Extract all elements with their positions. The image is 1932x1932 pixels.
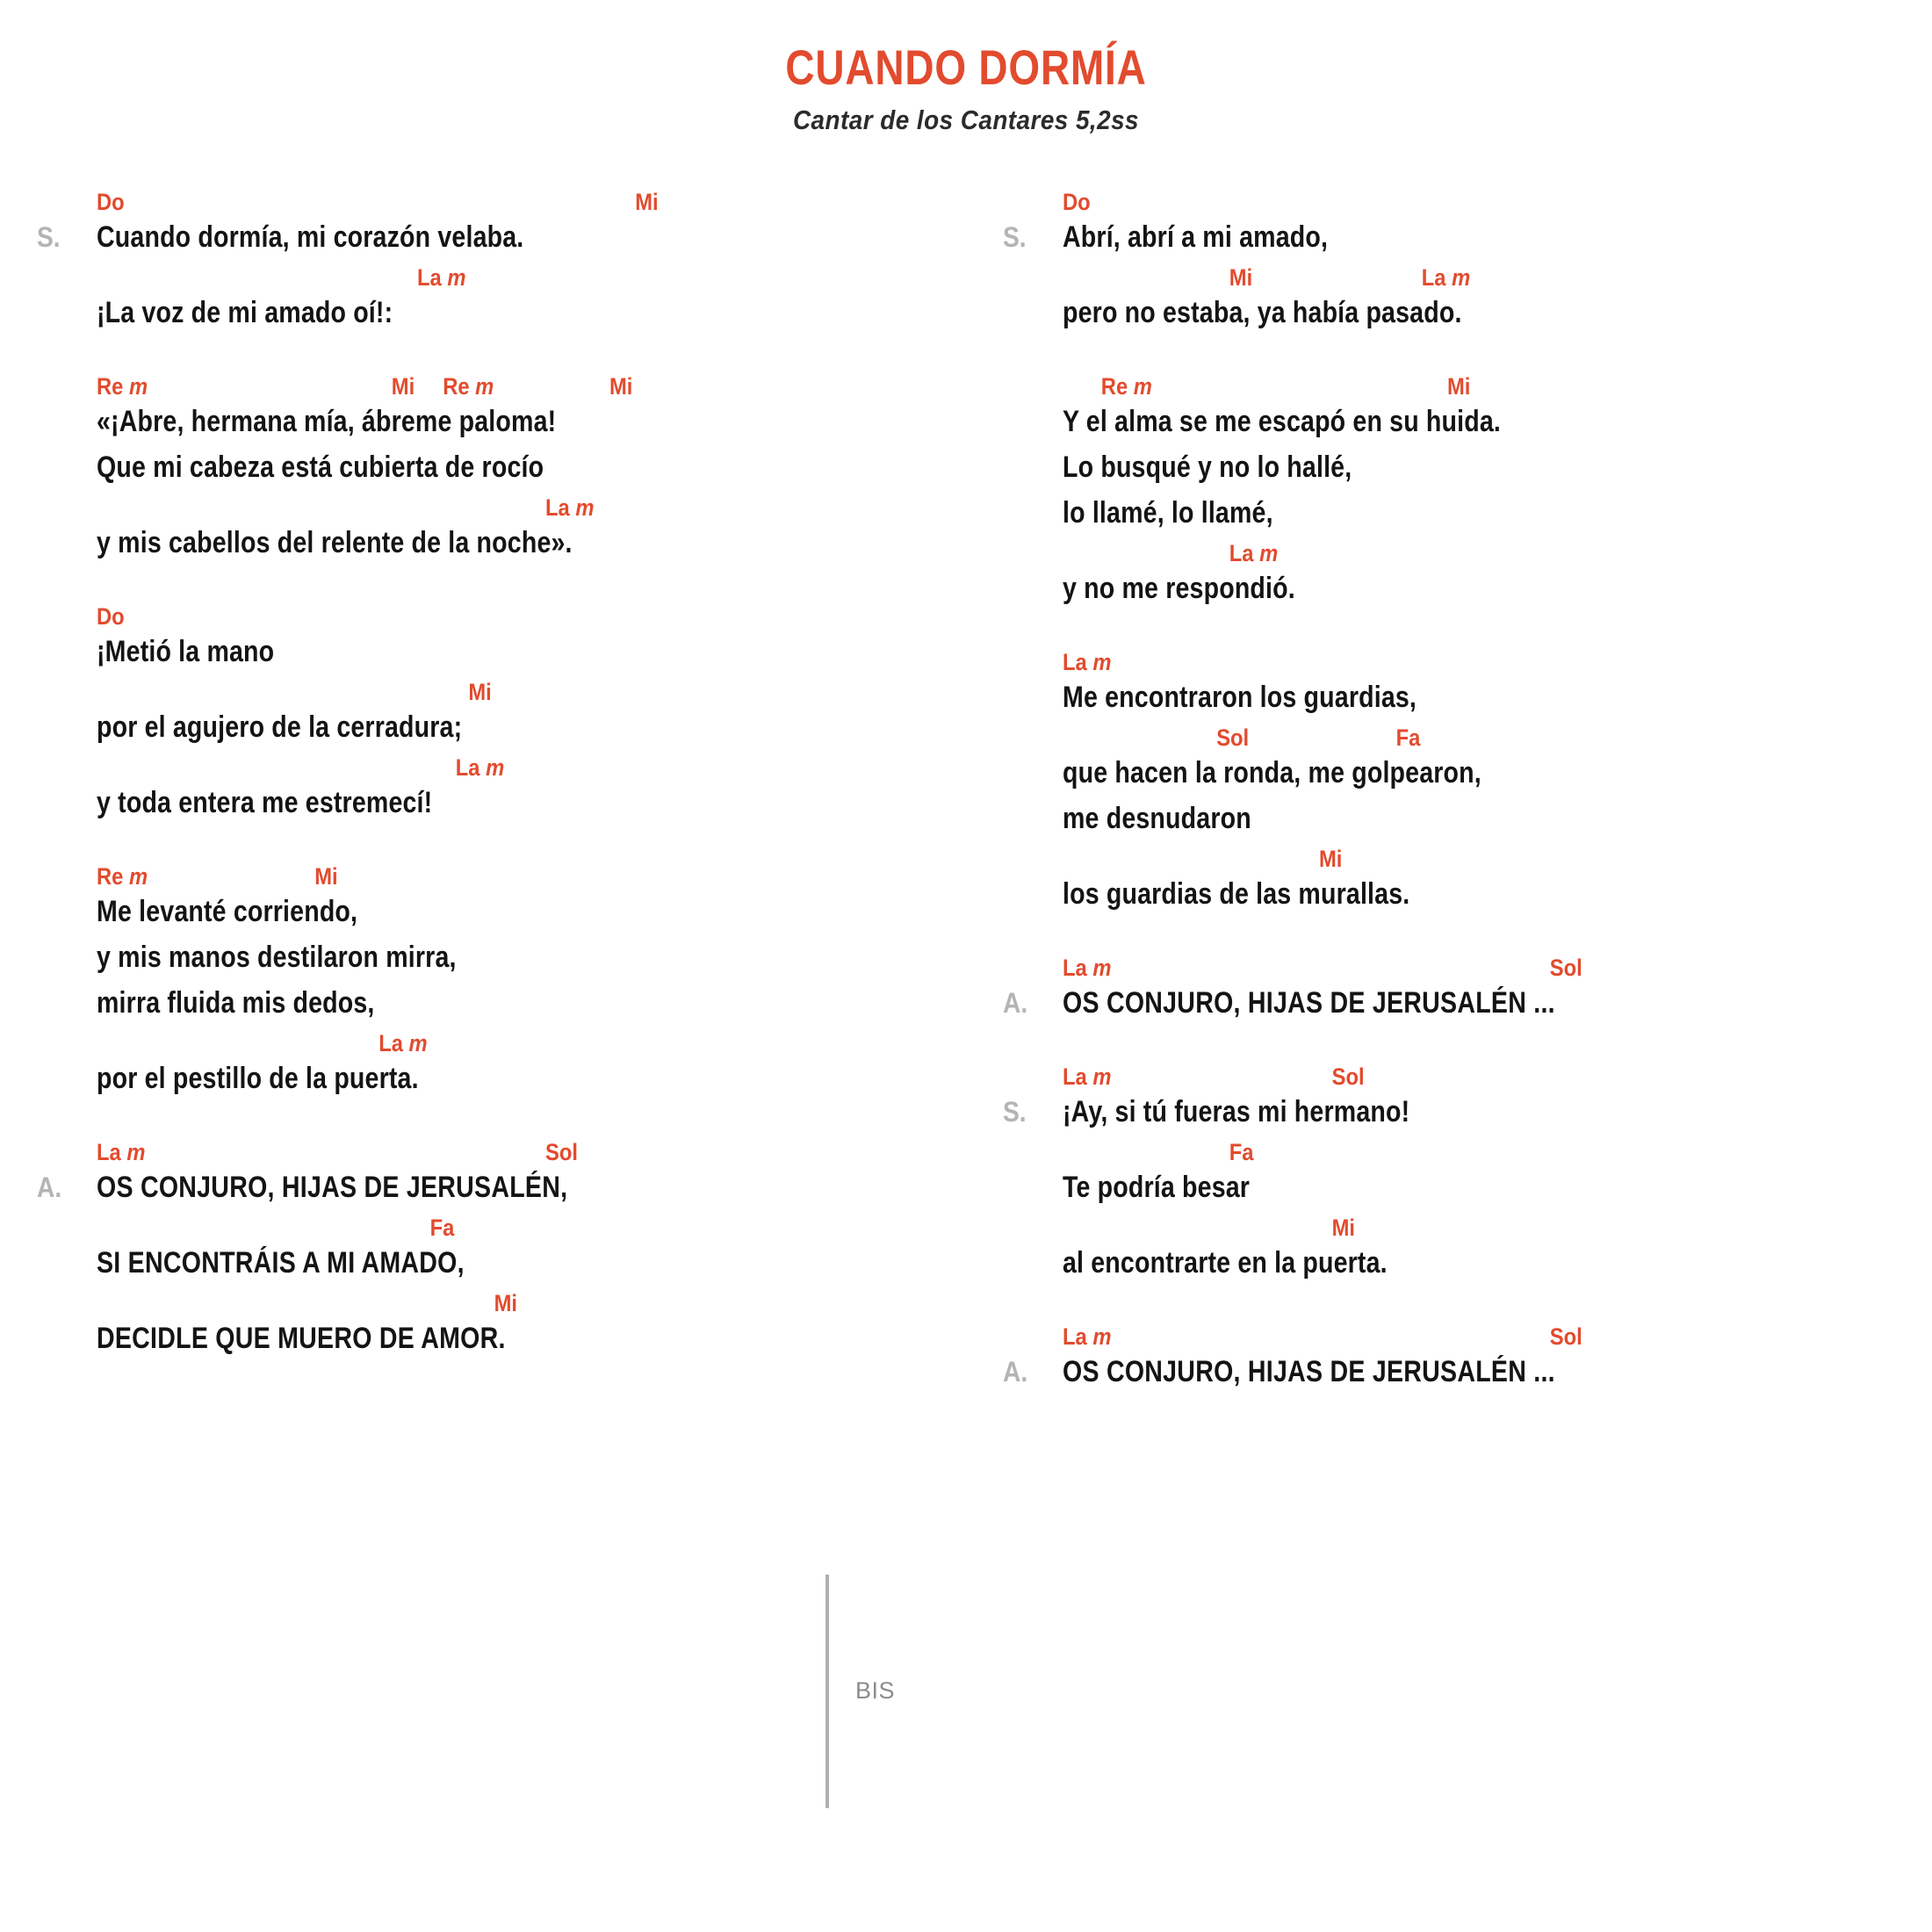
bis-label: BIS [855, 1677, 896, 1705]
lyric-line [97, 1288, 966, 1359]
chord-mi: Mi [1446, 372, 1471, 400]
chord-mi: Mi [1331, 1214, 1355, 1241]
chord-la-minor: La m [455, 753, 505, 781]
lyric-text: y toda entera me estremecí! [97, 785, 433, 819]
bis-vertical-line [825, 1575, 829, 1808]
chord-row [97, 1137, 861, 1167]
chord-row [1063, 1062, 1827, 1092]
chord-la-minor: La m [1421, 263, 1471, 291]
lyric-line [1063, 1213, 1932, 1283]
chord-la-minor: La m [1063, 954, 1112, 981]
chord-row [1063, 1213, 1827, 1243]
stanza [1003, 187, 1932, 333]
chord-row [1063, 538, 1827, 568]
lyric-line [97, 753, 966, 823]
chord-mi: Mi [468, 678, 492, 705]
chord-row [1063, 953, 1827, 983]
refrain-text: OS CONJURO, HIJAS DE JERUSALÉN ... [1063, 985, 1555, 1020]
stanza [1063, 647, 1932, 914]
chord-re-minor: Re m [97, 862, 148, 890]
lyric-text: ¡Metió la mano [97, 634, 275, 668]
refrain-text: SI ENCONTRÁIS A MI AMADO, [97, 1245, 465, 1280]
refrain-text: OS CONJURO, HIJAS DE JERUSALÉN, [97, 1170, 568, 1204]
stanza [1003, 953, 1932, 1023]
chord-mi: Mi [1318, 845, 1343, 872]
lyric-line [97, 983, 966, 1023]
lyric-text: «¡Abre, hermana mía, ábreme paloma! [97, 404, 557, 438]
speaker-mark-assembly: A. [1003, 986, 1028, 1019]
lyric-line [1003, 187, 1932, 257]
chord-la-minor: La m [416, 263, 466, 291]
lyric-line [97, 677, 966, 747]
chord-row [97, 753, 861, 782]
stanza [97, 602, 966, 823]
chord-row [1063, 723, 1827, 753]
chord-re-minor: Re m [443, 372, 494, 400]
lyric-line [1063, 798, 1932, 839]
speaker-mark-soloist: S. [37, 220, 61, 253]
chord-la-minor: La m [1229, 539, 1279, 566]
chord-row [97, 187, 861, 217]
chord-sol: Sol [1549, 1323, 1582, 1350]
chord-mi: Mi [609, 372, 633, 400]
lyric-text: que hacen la ronda, me golpearon, [1063, 755, 1481, 789]
song-reference: Cantar de los Cantares 5,2ss [792, 104, 1140, 135]
lyric-text: lo llamé, lo llamé, [1063, 495, 1273, 530]
lyric-text: Te podría besar [1063, 1170, 1251, 1204]
stanza [1003, 1322, 1932, 1392]
lyric-text: Abrí, abrí a mi amado, [1063, 220, 1329, 254]
left-column [0, 187, 966, 1397]
lyric-line [1063, 723, 1932, 793]
lyric-line [1063, 371, 1932, 442]
page-title: CUANDO DORMÍA [785, 40, 1147, 95]
chord-row [1063, 187, 1827, 217]
lyric-line [97, 602, 966, 672]
chord-row [97, 677, 861, 707]
lyric-line [1063, 647, 1932, 717]
chord-row [97, 1213, 861, 1243]
chord-row [97, 263, 861, 292]
stanza [37, 187, 966, 333]
lyric-line [1063, 493, 1932, 533]
chord-la-minor: La m [1063, 1063, 1112, 1090]
lyric-line [1003, 1062, 1932, 1132]
lyric-line [1063, 263, 1932, 333]
lyric-line [97, 447, 966, 487]
chord-row [1063, 1137, 1827, 1167]
lyric-text: los guardias de las murallas. [1063, 876, 1410, 911]
chord-la-minor: La m [1063, 648, 1112, 675]
lyric-text: me desnudaron [1063, 801, 1251, 835]
chord-re-minor: Re m [1100, 372, 1152, 400]
chord-mi: Mi [494, 1289, 517, 1316]
lyric-text: Me encontraron los guardias, [1063, 680, 1417, 714]
chord-la-minor: La m [544, 494, 595, 521]
chord-row [1063, 1322, 1827, 1352]
speaker-mark-assembly: A. [37, 1171, 62, 1203]
lyric-line [97, 1028, 966, 1099]
chord-la-minor: La m [97, 1138, 146, 1165]
lyric-line [97, 493, 966, 563]
chord-mi: Mi [314, 862, 338, 890]
right-column [966, 187, 1932, 1431]
lyric-line [97, 371, 966, 442]
lyric-text: por el pestillo de la puerta. [97, 1061, 419, 1095]
stanza [37, 1137, 966, 1359]
bis-bracket [825, 1573, 895, 1810]
song-header [0, 0, 1932, 136]
lyric-text: Que mi cabeza está cubierta de rocío [97, 450, 544, 484]
refrain-text: DECIDLE QUE MUERO DE AMOR. [97, 1321, 506, 1355]
chord-mi: Mi [635, 188, 659, 215]
lyric-line [1063, 1137, 1932, 1208]
speaker-mark-soloist: S. [1003, 1095, 1027, 1128]
lyric-line [1003, 953, 1932, 1023]
speaker-mark-soloist: S. [1003, 220, 1027, 253]
lyric-text: y mis cabellos del relente de la noche». [97, 525, 573, 559]
lyric-text: pero no estaba, ya había pasado. [1063, 295, 1462, 329]
lyric-text: ¡La voz de mi amado oí!: [97, 295, 393, 329]
chord-la-minor: La m [378, 1029, 428, 1056]
chord-row [97, 1028, 861, 1058]
chord-fa: Fa [429, 1214, 455, 1241]
song-sheet [0, 136, 1932, 1705]
lyric-line [1063, 844, 1932, 914]
lyric-text: y no me respondió. [1063, 571, 1295, 605]
lyric-line [97, 263, 966, 333]
lyric-line [97, 861, 966, 932]
chord-row [1063, 844, 1827, 874]
stanza [1003, 1062, 1932, 1283]
chord-mi: Mi [391, 372, 415, 400]
lyric-text: Y el alma se me escapó en su huida. [1063, 404, 1502, 438]
chord-sol: Sol [1331, 1063, 1365, 1090]
lyric-line [37, 1137, 966, 1208]
chord-row [97, 371, 861, 401]
chord-row [97, 493, 861, 523]
lyric-line [1063, 538, 1932, 609]
chord-fa: Fa [1229, 1138, 1254, 1165]
lyric-line [1003, 1322, 1932, 1392]
chord-mi: Mi [1229, 263, 1253, 291]
stanza [97, 371, 966, 563]
chord-row [97, 1288, 861, 1318]
lyric-text: al encontrarte en la puerta. [1063, 1245, 1388, 1280]
refrain-text: OS CONJURO, HIJAS DE JERUSALÉN ... [1063, 1354, 1555, 1388]
lyric-text: Me levanté corriendo, [97, 894, 358, 928]
chord-re-minor: Re m [97, 372, 148, 400]
lyric-text: y mis manos destilaron mirra, [97, 940, 457, 974]
lyric-line [97, 937, 966, 977]
lyric-text: mirra fluida mis dedos, [97, 985, 375, 1020]
chord-do: Do [97, 602, 125, 630]
chord-row [97, 861, 861, 891]
lyric-line [1063, 447, 1932, 487]
chord-row [97, 602, 861, 631]
speaker-mark-assembly: A. [1003, 1355, 1028, 1388]
lyric-text: ¡Ay, si tú fueras mi hermano! [1063, 1094, 1410, 1128]
lyric-text: Lo busqué y no lo hallé, [1063, 450, 1352, 484]
lyric-text: por el agujero de la cerradura; [97, 710, 463, 744]
stanza [97, 861, 966, 1099]
lyric-text: Cuando dormía, mi corazón velaba. [97, 220, 524, 254]
chord-row [1063, 263, 1827, 292]
chord-do: Do [97, 188, 125, 215]
chord-row [1063, 371, 1827, 401]
chord-row [1063, 647, 1827, 677]
chord-la-minor: La m [1063, 1323, 1112, 1350]
lyric-line [37, 187, 966, 257]
chord-sol: Sol [1216, 724, 1250, 751]
chord-sol: Sol [1549, 954, 1582, 981]
chord-fa: Fa [1395, 724, 1421, 751]
chord-sol: Sol [544, 1138, 578, 1165]
chord-do: Do [1063, 188, 1091, 215]
stanza [1063, 371, 1932, 609]
lyric-line [97, 1213, 966, 1283]
